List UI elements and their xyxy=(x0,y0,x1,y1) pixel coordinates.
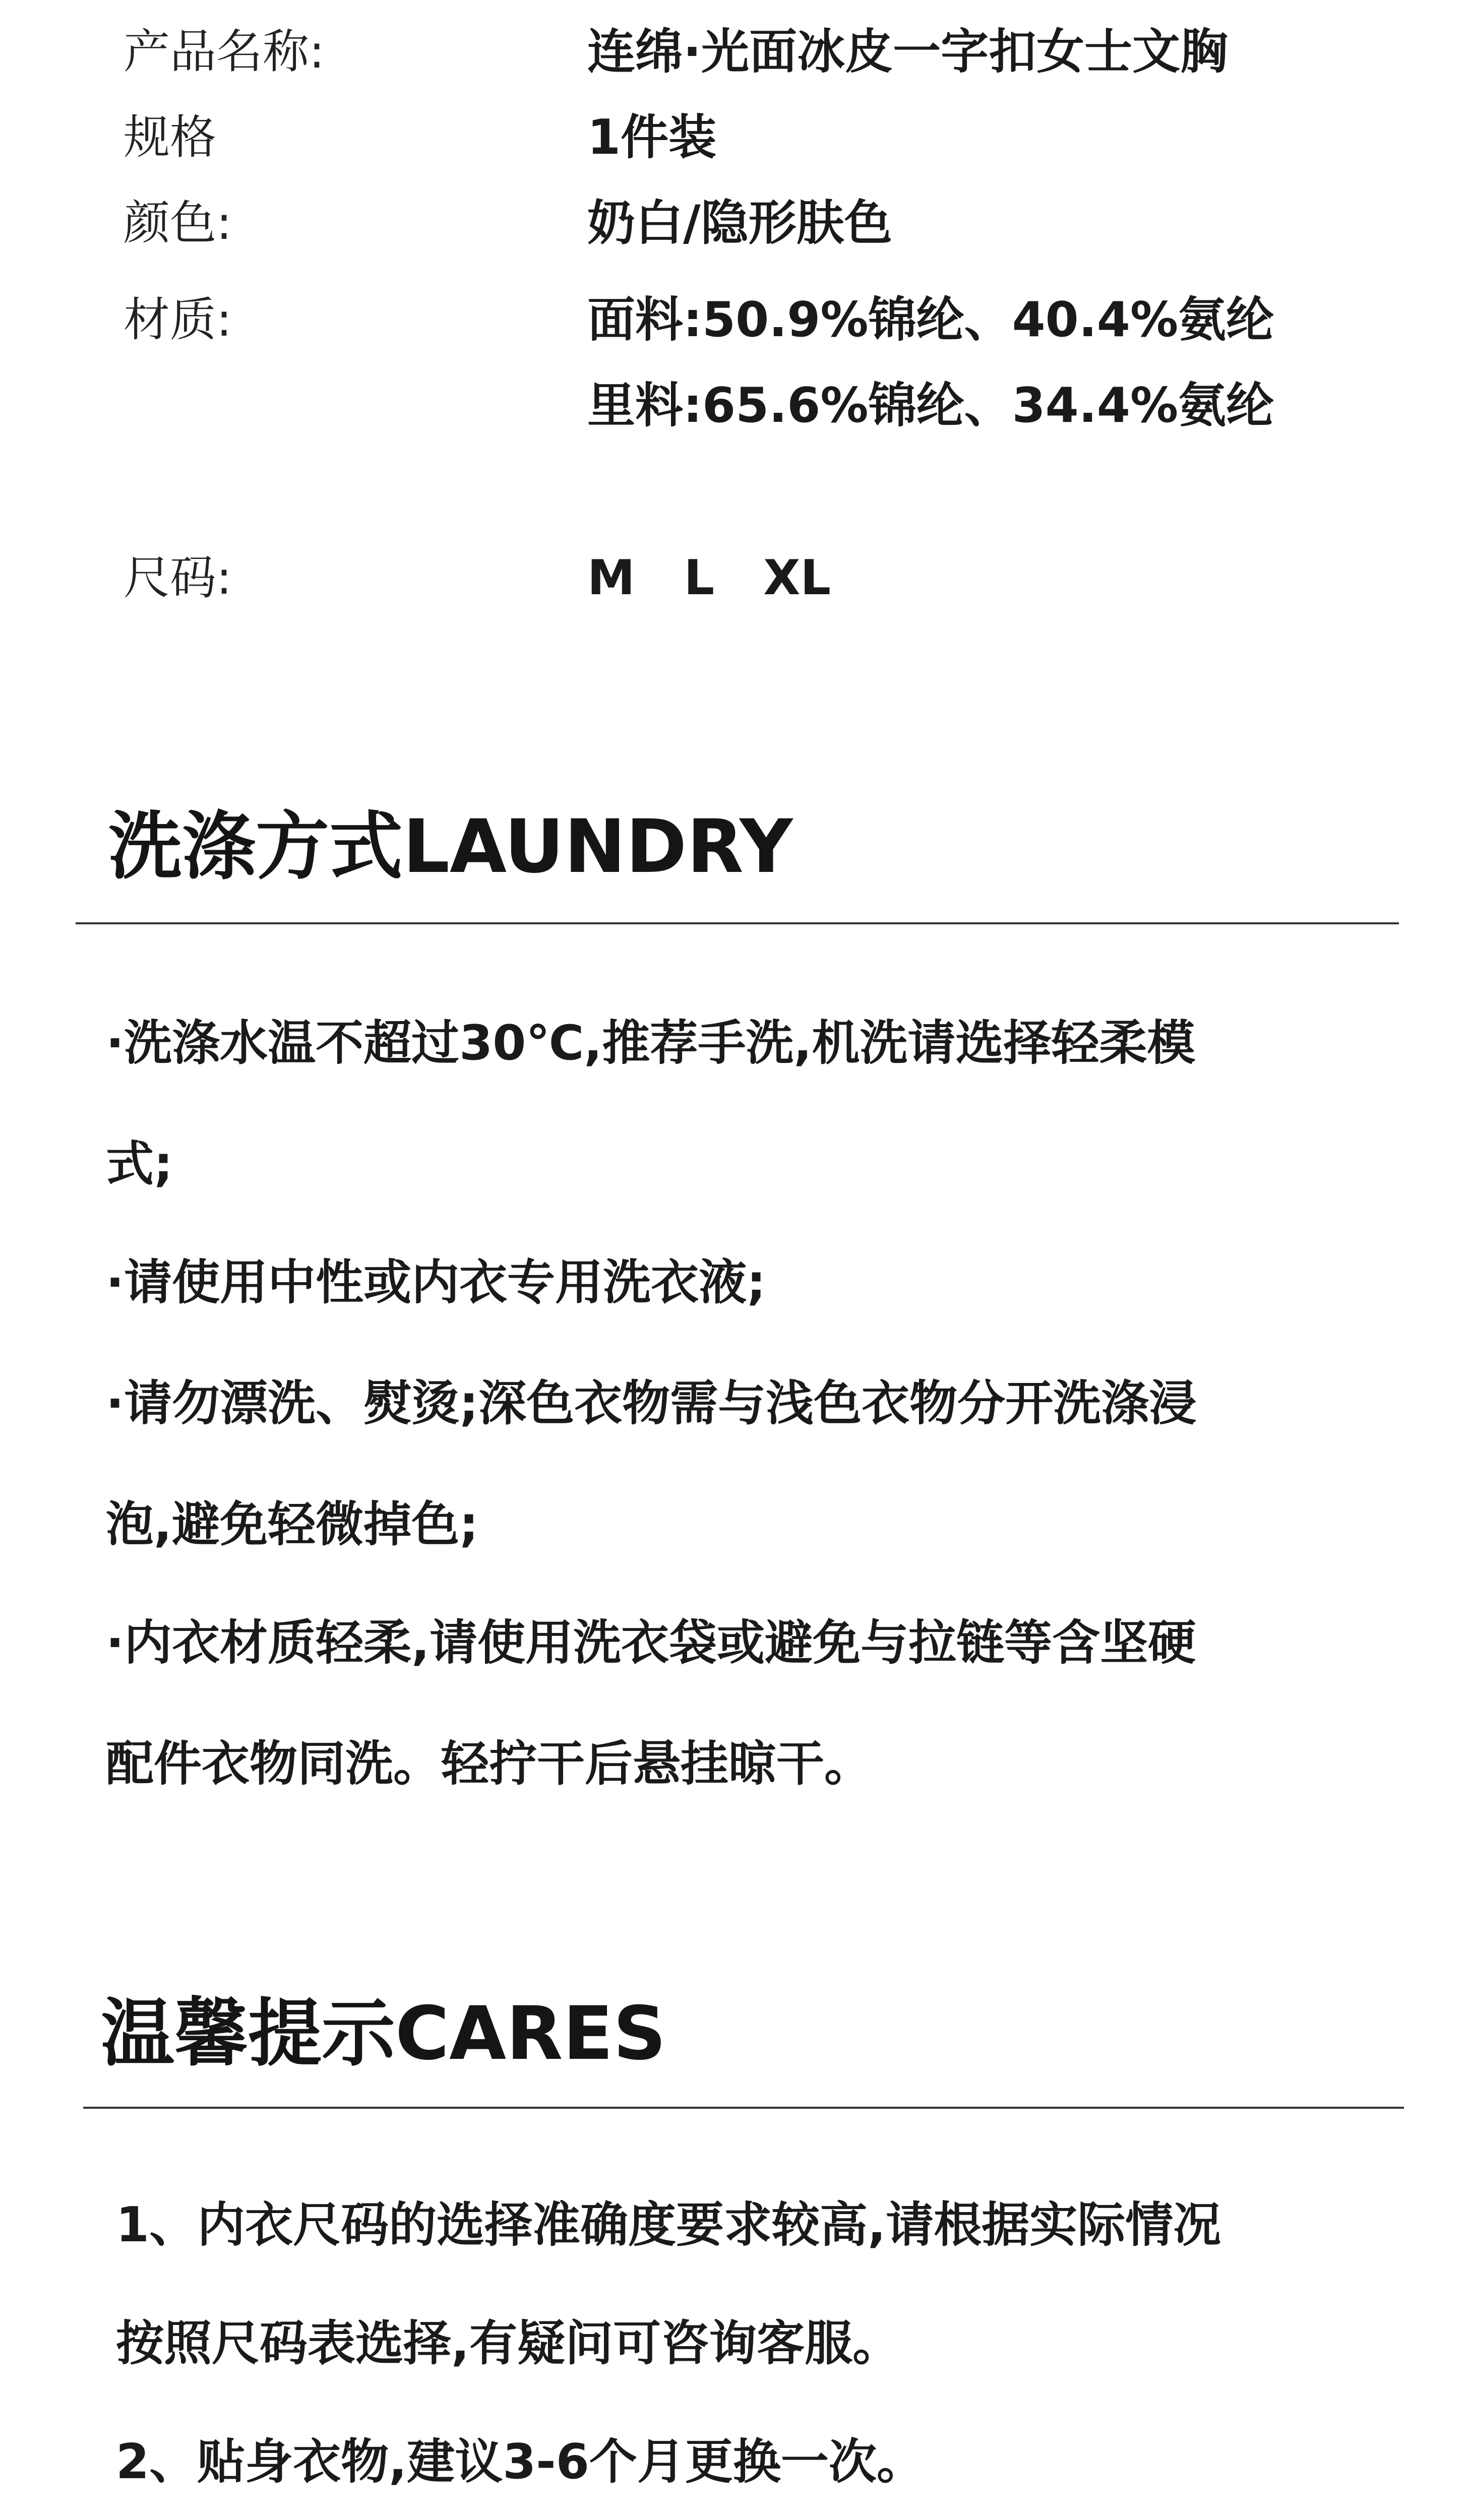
spec-value: 奶白/隐形肤色 xyxy=(587,196,892,251)
spec-label: 颜色: xyxy=(124,196,232,250)
size-item: XL xyxy=(763,550,831,606)
spec-row-color xyxy=(0,185,1471,261)
spec-row-material xyxy=(0,282,1471,358)
spec-label: 规格 xyxy=(124,110,217,164)
laundry-line: 泡,避免轻微掉色; xyxy=(106,1497,479,1552)
spec-label: 尺码: xyxy=(124,551,232,605)
laundry-divider xyxy=(76,922,1399,924)
laundry-title: 洗涤方式LAUNDRY xyxy=(108,804,793,890)
size-item: L xyxy=(684,550,715,606)
cares-line: 2、贴身衣物,建议3-6个月更换一次。 xyxy=(116,2434,925,2490)
laundry-line: ·请勿漂洗、熨烫;深色衣物需与浅色衣物分开洗涤浸 xyxy=(106,1376,1197,1431)
laundry-line: ·请使用中性或内衣专用洗衣液; xyxy=(106,1255,766,1310)
spec-value: 1件装 xyxy=(587,110,717,165)
cares-line: 按照尺码表选择,有疑问可咨询客服。 xyxy=(116,2316,901,2371)
size-item: M xyxy=(587,550,635,606)
size-list xyxy=(587,540,863,616)
spec-value-outer: 面料:50.9%锦纶、40.4%氨纶 xyxy=(587,292,1274,348)
cares-line: 1、内衣尺码的选择准确度要求较高,请根据实际情况 xyxy=(116,2197,1221,2253)
spec-value-lining: 里料:65.6%锦纶、34.4%氨纶 xyxy=(587,378,1274,433)
laundry-line: 配件衣物同洗。轻拧干后悬挂晾干。 xyxy=(106,1736,873,1792)
cares-title: 温馨提示CARES xyxy=(101,1991,666,2076)
spec-label: 产品名称: xyxy=(124,25,325,79)
spec-row-spec xyxy=(0,100,1471,175)
spec-row-size xyxy=(0,540,1471,616)
laundry-line: 式; xyxy=(106,1137,173,1192)
laundry-line: ·内衣材质轻柔,请使用洗衣袋或避免与拉链等含坚硬 xyxy=(106,1615,1196,1671)
spec-row-product-name xyxy=(0,14,1471,90)
laundry-line: ·洗涤水温不超过30℃,推荐手洗,机洗请选择轻柔模 xyxy=(106,1016,1195,1071)
cares-divider xyxy=(83,2107,1404,2109)
spec-row-material-lining xyxy=(0,368,1471,444)
spec-value: 连绵·光面冰皮一字扣女士文胸 xyxy=(587,24,1229,80)
spec-label: 材质: xyxy=(124,293,232,347)
